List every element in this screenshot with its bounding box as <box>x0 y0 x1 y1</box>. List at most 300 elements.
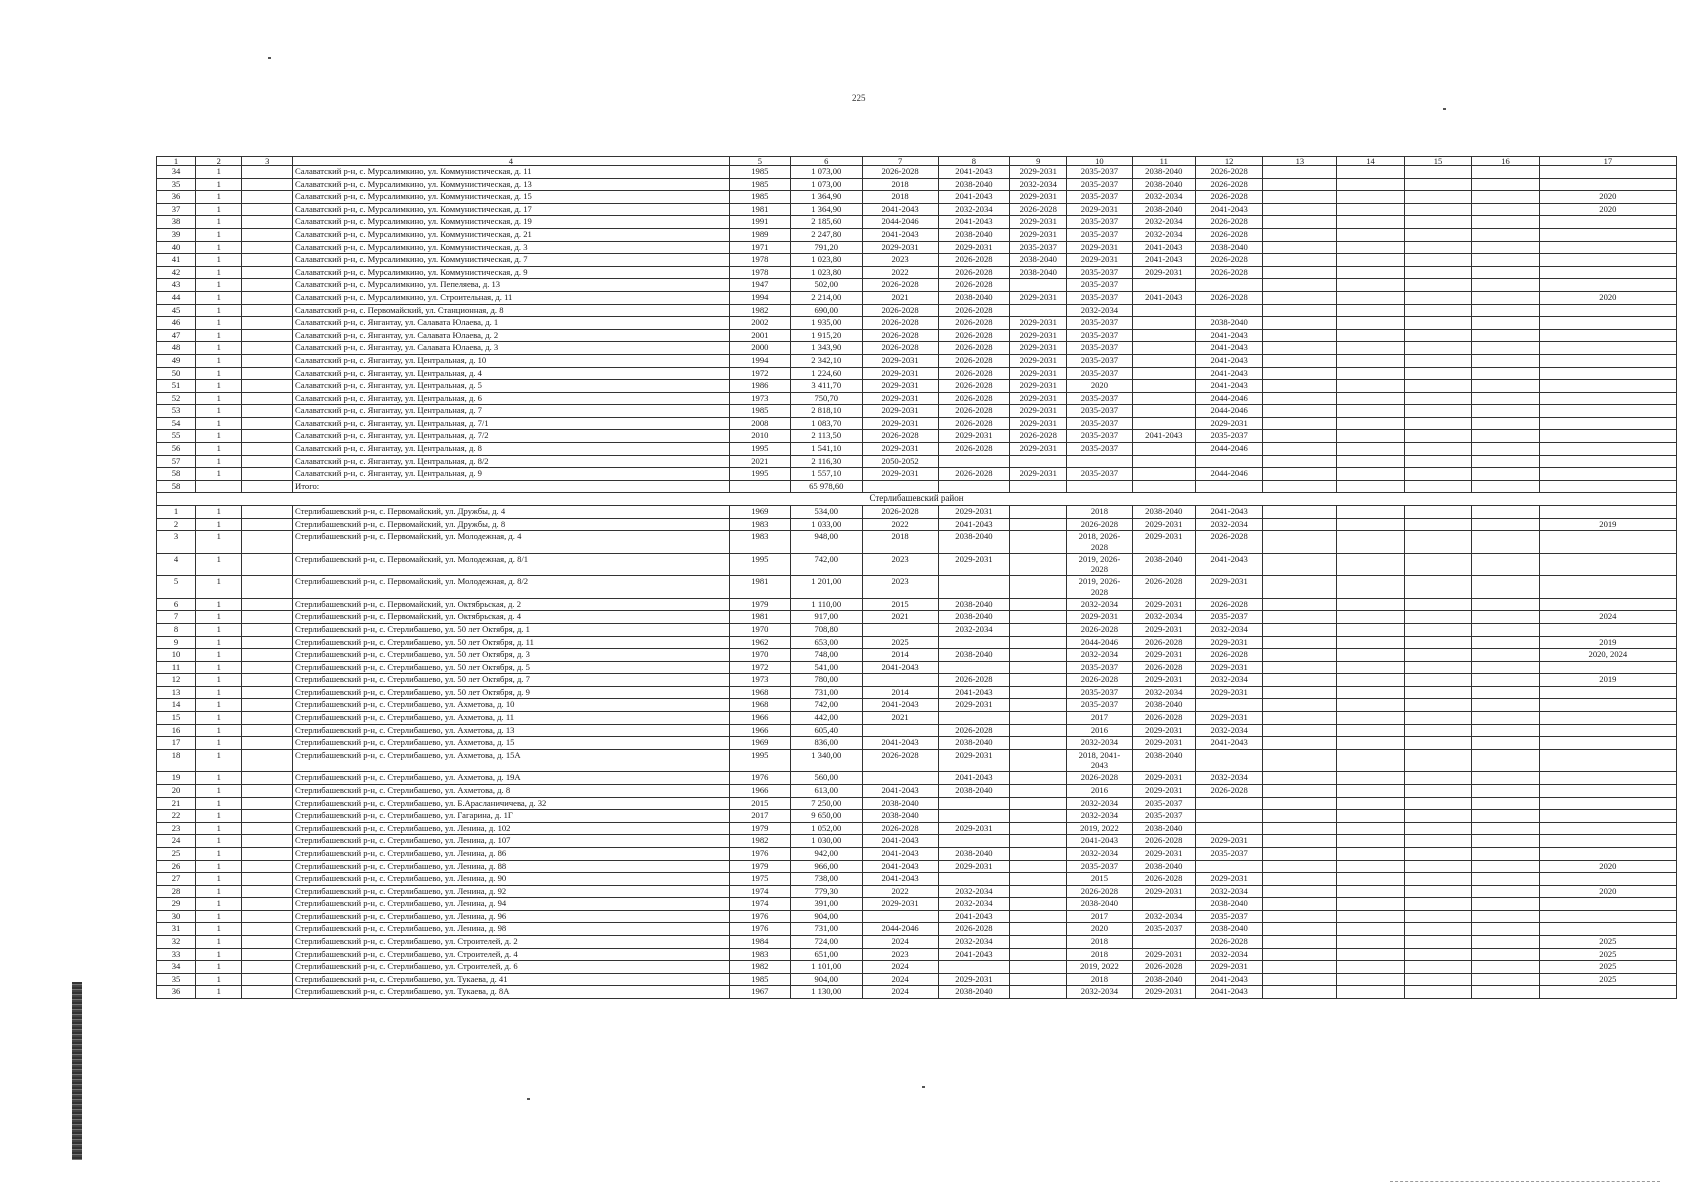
table-cell: 22 <box>157 810 196 823</box>
table-cell <box>1472 241 1540 254</box>
table-cell: Стерлибашевский р-н, с. Стерлибашево, ул. Ленина, д. 107 <box>293 835 730 848</box>
table-cell <box>1010 636 1067 649</box>
table-cell <box>1404 266 1472 279</box>
table-cell <box>1263 737 1337 750</box>
table-cell <box>1010 986 1067 999</box>
table-cell: 1 <box>196 649 242 662</box>
table-cell <box>1404 961 1472 974</box>
table-cell <box>1539 749 1676 772</box>
table-cell: 2041-2043 <box>1067 835 1132 848</box>
table-cell: 2026-2028 <box>938 674 1010 687</box>
table-cell: 2029-2031 <box>1010 468 1067 481</box>
table-cell: 1 101,00 <box>790 961 862 974</box>
table-cell: 10 <box>157 649 196 662</box>
table-cell: 1 224,60 <box>790 367 862 380</box>
table-cell: 1947 <box>729 279 790 292</box>
table-cell: 2032-2034 <box>1067 649 1132 662</box>
table-cell <box>1132 279 1195 292</box>
table-cell <box>242 430 293 443</box>
table-cell <box>1010 598 1067 611</box>
table-cell <box>1404 531 1472 554</box>
table-cell: 1 <box>196 973 242 986</box>
table-cell: 35 <box>157 973 196 986</box>
table-cell: 2029-2031 <box>1132 847 1195 860</box>
table-cell <box>196 480 242 493</box>
table-cell <box>1472 598 1540 611</box>
table-cell: 9 <box>157 636 196 649</box>
table-cell: 2044-2046 <box>862 923 938 936</box>
table-cell: 2032-2034 <box>1195 772 1263 785</box>
table-cell <box>1539 380 1676 393</box>
table-cell: 2035-2037 <box>1067 417 1132 430</box>
table-cell <box>1263 455 1337 468</box>
table-cell: 442,00 <box>790 712 862 725</box>
table-cell: Стерлибашевский р-н, с. Стерлибашево, ул. Гагарина, д. 1Г <box>293 810 730 823</box>
table-cell <box>1337 254 1405 267</box>
table-row <box>157 986 1677 999</box>
table-cell: 7 250,00 <box>790 797 862 810</box>
table-cell: 2029-2031 <box>1195 636 1263 649</box>
table-cell <box>1472 923 1540 936</box>
table-cell: 1 073,00 <box>790 178 862 191</box>
table-cell <box>1472 354 1540 367</box>
table-cell <box>1337 686 1405 699</box>
table-cell <box>1010 531 1067 554</box>
table-cell <box>1404 910 1472 923</box>
table-cell <box>1404 380 1472 393</box>
table-cell <box>242 254 293 267</box>
table-cell <box>938 480 1010 493</box>
table-cell: 1 <box>196 686 242 699</box>
table-cell <box>1010 936 1067 949</box>
table-cell: 2029-2031 <box>1010 329 1067 342</box>
table-cell: 1979 <box>729 598 790 611</box>
table-cell <box>1337 228 1405 241</box>
table-cell <box>242 797 293 810</box>
table-cell <box>242 576 293 599</box>
table-cell <box>1539 724 1676 737</box>
table-cell: 2041-2043 <box>862 661 938 674</box>
table-cell: 1 <box>196 342 242 355</box>
table-cell: Салаватский р-н, с. Мурсалимкино, ул. Пепеляева, д. 13 <box>293 279 730 292</box>
table-row <box>157 468 1677 481</box>
table-cell <box>1132 392 1195 405</box>
table-cell: 1 <box>196 468 242 481</box>
table-cell: 2041-2043 <box>1132 241 1195 254</box>
table-cell <box>1539 986 1676 999</box>
table-row <box>157 611 1677 624</box>
table-row <box>157 712 1677 725</box>
table-cell <box>1472 166 1540 179</box>
table-row <box>157 885 1677 898</box>
table-cell: 2026-2028 <box>1132 873 1195 886</box>
table-row <box>157 506 1677 519</box>
table-row <box>157 961 1677 974</box>
table-cell: 1 <box>196 598 242 611</box>
table-cell: 742,00 <box>790 553 862 576</box>
table-cell: 1969 <box>729 737 790 750</box>
table-cell: 2018 <box>1067 973 1132 986</box>
table-cell: 2032-2034 <box>1132 191 1195 204</box>
table-cell: 2035-2037 <box>1010 241 1067 254</box>
table-cell: 2026-2028 <box>938 443 1010 456</box>
table-cell <box>1404 430 1472 443</box>
table-cell <box>1472 936 1540 949</box>
table-cell: 653,00 <box>790 636 862 649</box>
table-cell: 2032-2034 <box>938 203 1010 216</box>
table-cell <box>1404 749 1472 772</box>
table-row <box>157 822 1677 835</box>
table-cell <box>1472 623 1540 636</box>
table-cell <box>1263 317 1337 330</box>
table-cell <box>242 910 293 923</box>
table-cell <box>862 623 938 636</box>
table-cell: 1994 <box>729 291 790 304</box>
table-cell: 2001 <box>729 329 790 342</box>
table-cell <box>1337 898 1405 911</box>
table-cell: 2026-2028 <box>1132 636 1195 649</box>
table-cell: Стерлибашевский р-н, с. Стерлибашево, ул. Ахметова, д. 10 <box>293 699 730 712</box>
table-cell: 2041-2043 <box>938 772 1010 785</box>
table-cell <box>1404 847 1472 860</box>
table-cell: 2041-2043 <box>862 847 938 860</box>
table-cell: 28 <box>157 885 196 898</box>
table-cell: 2026-2028 <box>938 468 1010 481</box>
table-cell: 1983 <box>729 518 790 531</box>
table-cell <box>1195 810 1263 823</box>
table-cell <box>242 518 293 531</box>
table-cell <box>242 948 293 961</box>
table-cell: 58 <box>157 468 196 481</box>
table-row <box>157 279 1677 292</box>
table-cell: 48 <box>157 342 196 355</box>
table-cell <box>1404 686 1472 699</box>
table-cell <box>1539 772 1676 785</box>
table-cell <box>1404 279 1472 292</box>
table-cell: 2038-2040 <box>862 810 938 823</box>
table-cell <box>1539 873 1676 886</box>
table-row <box>157 531 1677 554</box>
table-cell <box>1010 973 1067 986</box>
table-row <box>157 380 1677 393</box>
table-cell: 2024 <box>862 973 938 986</box>
table-cell: 2032-2034 <box>1195 724 1263 737</box>
table-cell: 2044-2046 <box>1195 443 1263 456</box>
table-cell: 2041-2043 <box>862 784 938 797</box>
table-cell <box>242 686 293 699</box>
table-cell <box>1263 936 1337 949</box>
table-cell: 2026-2028 <box>938 367 1010 380</box>
table-cell <box>1263 661 1337 674</box>
table-cell <box>242 598 293 611</box>
table-cell <box>1539 835 1676 848</box>
table-cell: 2029-2031 <box>1067 611 1132 624</box>
table-cell <box>1404 674 1472 687</box>
table-cell: 1 <box>196 531 242 554</box>
table-cell: 2025 <box>1539 948 1676 961</box>
table-row <box>157 329 1677 342</box>
table-cell: 904,00 <box>790 973 862 986</box>
table-cell <box>1539 661 1676 674</box>
table-row <box>157 936 1677 949</box>
table-cell <box>1132 329 1195 342</box>
table-cell <box>1404 724 1472 737</box>
table-cell <box>1263 203 1337 216</box>
table-cell <box>1337 329 1405 342</box>
table-cell: 42 <box>157 266 196 279</box>
table-cell: 2026-2028 <box>1067 674 1132 687</box>
table-cell <box>1472 724 1540 737</box>
table-cell: 17 <box>157 737 196 750</box>
table-cell <box>242 553 293 576</box>
table-cell: 1 201,00 <box>790 576 862 599</box>
table-cell: 2 247,80 <box>790 228 862 241</box>
table-cell: 2035-2037 <box>1195 430 1263 443</box>
table-cell: 2041-2043 <box>1195 737 1263 750</box>
table-row <box>157 518 1677 531</box>
table-cell: 2035-2037 <box>1195 910 1263 923</box>
table-cell: 2016 <box>1067 784 1132 797</box>
table-cell: 2020 <box>1067 380 1132 393</box>
table-cell: 58 <box>157 480 196 493</box>
table-cell <box>1404 291 1472 304</box>
table-cell <box>1539 598 1676 611</box>
table-cell: 2018 <box>862 178 938 191</box>
table-cell: 2029-2031 <box>1067 254 1132 267</box>
table-cell <box>1472 392 1540 405</box>
table-cell <box>1404 166 1472 179</box>
table-cell: 1 <box>196 329 242 342</box>
table-cell: 2041-2043 <box>938 216 1010 229</box>
table-cell: 2035-2037 <box>1067 392 1132 405</box>
table-cell <box>1337 923 1405 936</box>
table-cell: 5 <box>157 576 196 599</box>
table-cell: 2029-2031 <box>862 354 938 367</box>
table-cell: 2035-2037 <box>1067 405 1132 418</box>
table-cell: 1 <box>196 203 242 216</box>
table-cell: 2035-2037 <box>1067 291 1132 304</box>
table-cell: 2029-2031 <box>1010 417 1067 430</box>
table-cell <box>1337 674 1405 687</box>
table-cell <box>242 443 293 456</box>
table-cell: 51 <box>157 380 196 393</box>
table-cell: 2022 <box>862 266 938 279</box>
table-cell: 7 <box>157 611 196 624</box>
table-cell: 2029-2031 <box>862 405 938 418</box>
table-cell: 1976 <box>729 847 790 860</box>
table-cell <box>1337 885 1405 898</box>
table-cell: 2026-2028 <box>1067 885 1132 898</box>
table-cell: 36 <box>157 986 196 999</box>
table-cell: 2 <box>157 518 196 531</box>
table-cell <box>242 674 293 687</box>
table-cell <box>1472 342 1540 355</box>
table-cell: 2019, 2022 <box>1067 961 1132 974</box>
table-cell: 2026-2028 <box>938 266 1010 279</box>
table-cell <box>1010 480 1067 493</box>
table-cell <box>242 636 293 649</box>
table-cell: 1982 <box>729 835 790 848</box>
table-cell: 2026-2028 <box>1195 216 1263 229</box>
table-cell: 2038-2040 <box>862 797 938 810</box>
table-cell <box>1337 749 1405 772</box>
table-cell <box>1539 480 1676 493</box>
table-cell <box>1263 910 1337 923</box>
table-cell <box>1010 860 1067 873</box>
table-cell: 29 <box>157 898 196 911</box>
table-cell <box>1404 203 1472 216</box>
table-row <box>157 636 1677 649</box>
table-cell: 16 <box>1472 157 1540 166</box>
table-cell: 1 <box>196 712 242 725</box>
table-cell <box>242 531 293 554</box>
table-cell: 966,00 <box>790 860 862 873</box>
table-cell: 53 <box>157 405 196 418</box>
table-cell: 2008 <box>729 417 790 430</box>
table-cell: 1970 <box>729 649 790 662</box>
table-cell: Стерлибашевский р-н, с. Первомайский, ул. Дружбы, д. 8 <box>293 518 730 531</box>
table-cell: 1 <box>196 354 242 367</box>
scan-speck <box>922 1086 925 1088</box>
table-cell: Стерлибашевский р-н, с. Стерлибашево, ул. 50 лет Октября, д. 3 <box>293 649 730 662</box>
table-cell <box>242 405 293 418</box>
table-cell <box>1337 203 1405 216</box>
table-cell <box>1337 699 1405 712</box>
table-cell <box>1337 847 1405 860</box>
table-cell: 1 <box>196 430 242 443</box>
table-cell: 750,70 <box>790 392 862 405</box>
table-row <box>157 661 1677 674</box>
table-cell: 2023 <box>862 254 938 267</box>
table-cell <box>1263 178 1337 191</box>
table-cell: 1 <box>196 279 242 292</box>
table-cell: 2038-2040 <box>1132 973 1195 986</box>
table-cell <box>1132 354 1195 367</box>
table-cell: 1975 <box>729 873 790 886</box>
table-cell <box>1263 674 1337 687</box>
table-cell <box>1263 724 1337 737</box>
table-cell <box>1472 191 1540 204</box>
table-cell: 2026-2028 <box>938 317 1010 330</box>
table-row <box>157 430 1677 443</box>
table-cell <box>1195 797 1263 810</box>
table-cell <box>1263 860 1337 873</box>
table-cell <box>938 636 1010 649</box>
table-cell: 1 <box>196 191 242 204</box>
table-cell <box>1404 354 1472 367</box>
table-cell <box>242 455 293 468</box>
table-cell: 41 <box>157 254 196 267</box>
table-cell: 1970 <box>729 623 790 636</box>
table-cell: Стерлибашевский р-н, с. Первомайский, ул. Молодежная, д. 8/1 <box>293 553 730 576</box>
table-cell <box>1472 203 1540 216</box>
table-cell <box>1472 531 1540 554</box>
table-cell: Салаватский р-н, с. Мурсалимкино, ул. Коммунистическая, д. 17 <box>293 203 730 216</box>
table-cell <box>1539 898 1676 911</box>
table-cell: 1 <box>196 873 242 886</box>
table-cell <box>1472 797 1540 810</box>
table-cell: 1995 <box>729 443 790 456</box>
table-cell <box>242 847 293 860</box>
table-cell: 2029-2031 <box>1132 772 1195 785</box>
table-cell <box>1472 443 1540 456</box>
table-cell: 2041-2043 <box>1132 254 1195 267</box>
table-cell <box>1263 417 1337 430</box>
table-cell: 2044-2046 <box>1195 392 1263 405</box>
table-row <box>157 973 1677 986</box>
table-cell: 1962 <box>729 636 790 649</box>
table-cell <box>1010 649 1067 662</box>
table-cell: Салаватский р-н, с. Янгантау, ул. Центральная, д. 8/2 <box>293 455 730 468</box>
table-cell: 1983 <box>729 948 790 961</box>
table-cell: 2038-2040 <box>938 611 1010 624</box>
table-cell: 2038-2040 <box>1195 241 1263 254</box>
table-cell <box>1472 699 1540 712</box>
table-cell <box>1337 712 1405 725</box>
table-cell: 2029-2031 <box>1132 948 1195 961</box>
table-cell <box>1539 317 1676 330</box>
table-cell: 1966 <box>729 784 790 797</box>
table-cell: 2026-2028 <box>938 329 1010 342</box>
table-cell: 2018 <box>1067 936 1132 949</box>
table-cell: 2029-2031 <box>938 430 1010 443</box>
table-cell: 2035-2037 <box>1067 317 1132 330</box>
table-cell <box>1010 712 1067 725</box>
table-cell <box>938 835 1010 848</box>
table-cell <box>1263 291 1337 304</box>
table-cell <box>242 898 293 911</box>
table-cell <box>1195 749 1263 772</box>
table-cell: 2026-2028 <box>862 822 938 835</box>
table-cell: Стерлибашевский р-н, с. Стерлибашево, ул. Ленина, д. 96 <box>293 910 730 923</box>
table-cell: 1976 <box>729 923 790 936</box>
table-cell <box>1539 342 1676 355</box>
table-cell: 1 <box>196 178 242 191</box>
table-cell <box>1337 737 1405 750</box>
table-row <box>157 797 1677 810</box>
table-cell: 1 <box>196 405 242 418</box>
table-cell <box>1472 948 1540 961</box>
table-cell <box>1472 367 1540 380</box>
table-cell: 724,00 <box>790 936 862 949</box>
table-cell: Стерлибашевский р-н, с. Стерлибашево, ул. 50 лет Октября, д. 9 <box>293 686 730 699</box>
table-cell: 2035-2037 <box>1067 468 1132 481</box>
table-cell: 2029-2031 <box>862 468 938 481</box>
table-cell <box>1539 254 1676 267</box>
table-cell <box>242 279 293 292</box>
scan-speck <box>268 57 271 59</box>
table-cell: 2026-2028 <box>938 304 1010 317</box>
table-row <box>157 948 1677 961</box>
table-row <box>157 367 1677 380</box>
table-cell <box>1404 304 1472 317</box>
table-cell <box>1337 166 1405 179</box>
table-cell <box>1337 860 1405 873</box>
table-cell: 2041-2043 <box>862 203 938 216</box>
table-cell: 1 <box>196 241 242 254</box>
table-cell: 2026-2028 <box>1132 712 1195 725</box>
table-row <box>157 166 1677 179</box>
table-cell: 1981 <box>729 203 790 216</box>
table-row <box>157 191 1677 204</box>
table-cell: 2029-2031 <box>1067 241 1132 254</box>
table-cell: 2032-2034 <box>1067 847 1132 860</box>
table-cell: 1 <box>196 266 242 279</box>
table-cell: 2026-2028 <box>862 317 938 330</box>
table-cell: 32 <box>157 936 196 949</box>
table-cell <box>1539 784 1676 797</box>
table-cell <box>1472 860 1540 873</box>
